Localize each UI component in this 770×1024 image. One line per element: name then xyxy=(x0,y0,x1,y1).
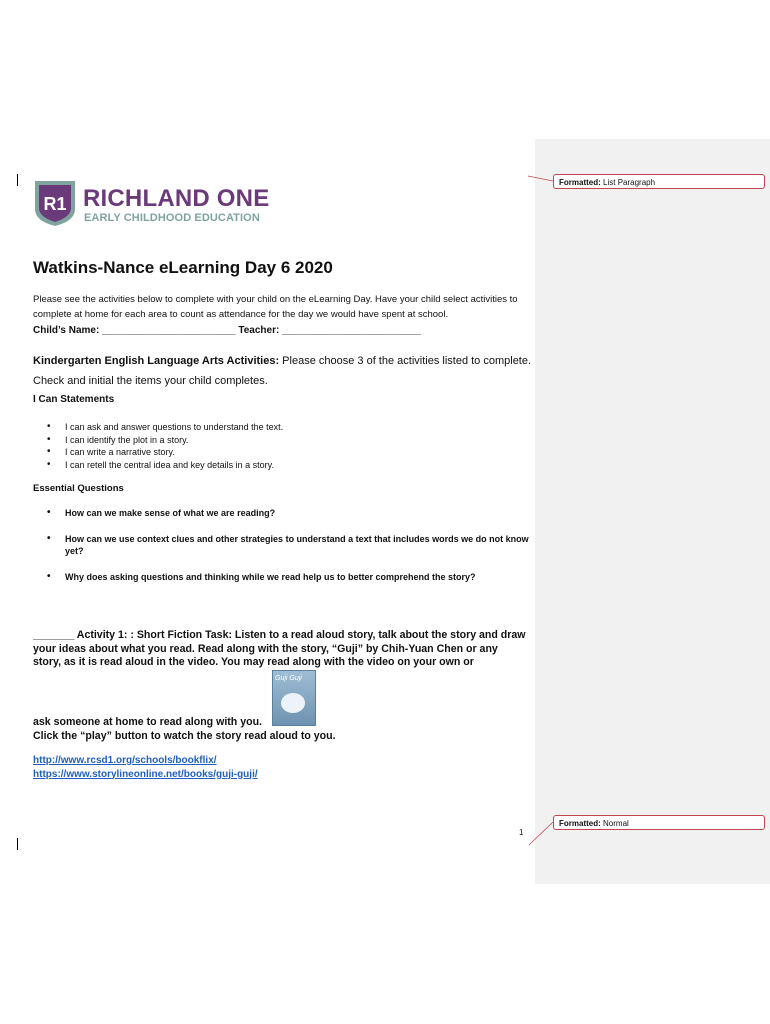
comment-connector-line xyxy=(529,822,553,845)
click-play-line: Click the “play” button to watch the story read aloud to you. xyxy=(33,729,336,742)
comment-value: Normal xyxy=(603,819,629,828)
list-item: • I can identify the plot in a story. xyxy=(33,434,513,447)
bookflix-link[interactable]: http://www.rcsd1.org/schools/bookflix/ xyxy=(33,755,217,766)
logo-subtitle: EARLY CHILDHOOD EDUCATION xyxy=(84,212,260,224)
essential-questions-heading: Essential Questions xyxy=(33,483,124,494)
comment-balloon-list-paragraph[interactable] xyxy=(553,174,765,189)
list-item: • I can write a narrative story. xyxy=(33,446,513,459)
comment-connector-line xyxy=(528,176,553,181)
logo-name: RICHLAND ONE xyxy=(83,185,270,212)
comment-label: Formatted: xyxy=(559,819,601,828)
ask-line: ask someone at home to read along with you. xyxy=(33,716,262,728)
list-item: • How can we use context clues and other strategies to understand a text that includes words we do not know yet? xyxy=(33,533,529,557)
i-can-heading: I Can Statements xyxy=(33,394,115,405)
list-item: • How can we make sense of what we are reading? xyxy=(33,507,529,519)
list-item: • I can retell the central idea and key details in a story. xyxy=(33,459,513,472)
comment-value: List Paragraph xyxy=(603,178,656,187)
kindergarten-heading: Kindergarten English Language Arts Activities: xyxy=(33,355,280,367)
book-cover-title: Guji Guji xyxy=(275,675,302,682)
kindergarten-text: Please choose 3 of the activities listed to complete. Check and initial the items your child completes. xyxy=(33,355,532,387)
document-title: Watkins-Nance eLearning Day 6 2020 xyxy=(33,258,333,277)
activity-1-text: _______ Activity 1: : Short Fiction Task: Listen to a read aloud story, talk about the story and draw your ideas about what you read. Read along with the story, “Guji” by Chih-Yuan Chen or any story, as it is read aloud in the video. You may read along with the video on your own or xyxy=(33,629,526,668)
storyline-link[interactable]: https://www.storylineonline.net/books/guji-guji/ xyxy=(33,768,258,780)
list-item: • Why does asking questions and thinking while we read help us to better comprehend the story? xyxy=(33,571,529,583)
list-item: • I can ask and answer questions to understand the text. xyxy=(33,421,513,434)
comment-label: Formatted: xyxy=(559,178,601,187)
logo-mark: R1 xyxy=(43,194,67,214)
intro-paragraph: Please see the activities below to complete with your child on the eLearning Day. Have your child select activities to complete at home for each area to count as attendance for the day we would have spent at school. xyxy=(33,294,518,320)
comment-balloon-normal[interactable] xyxy=(553,815,765,830)
page-number: 1 xyxy=(519,828,524,837)
child-teacher-line: Child’s Name: ________________________ Teacher: _________________________ xyxy=(33,325,422,336)
